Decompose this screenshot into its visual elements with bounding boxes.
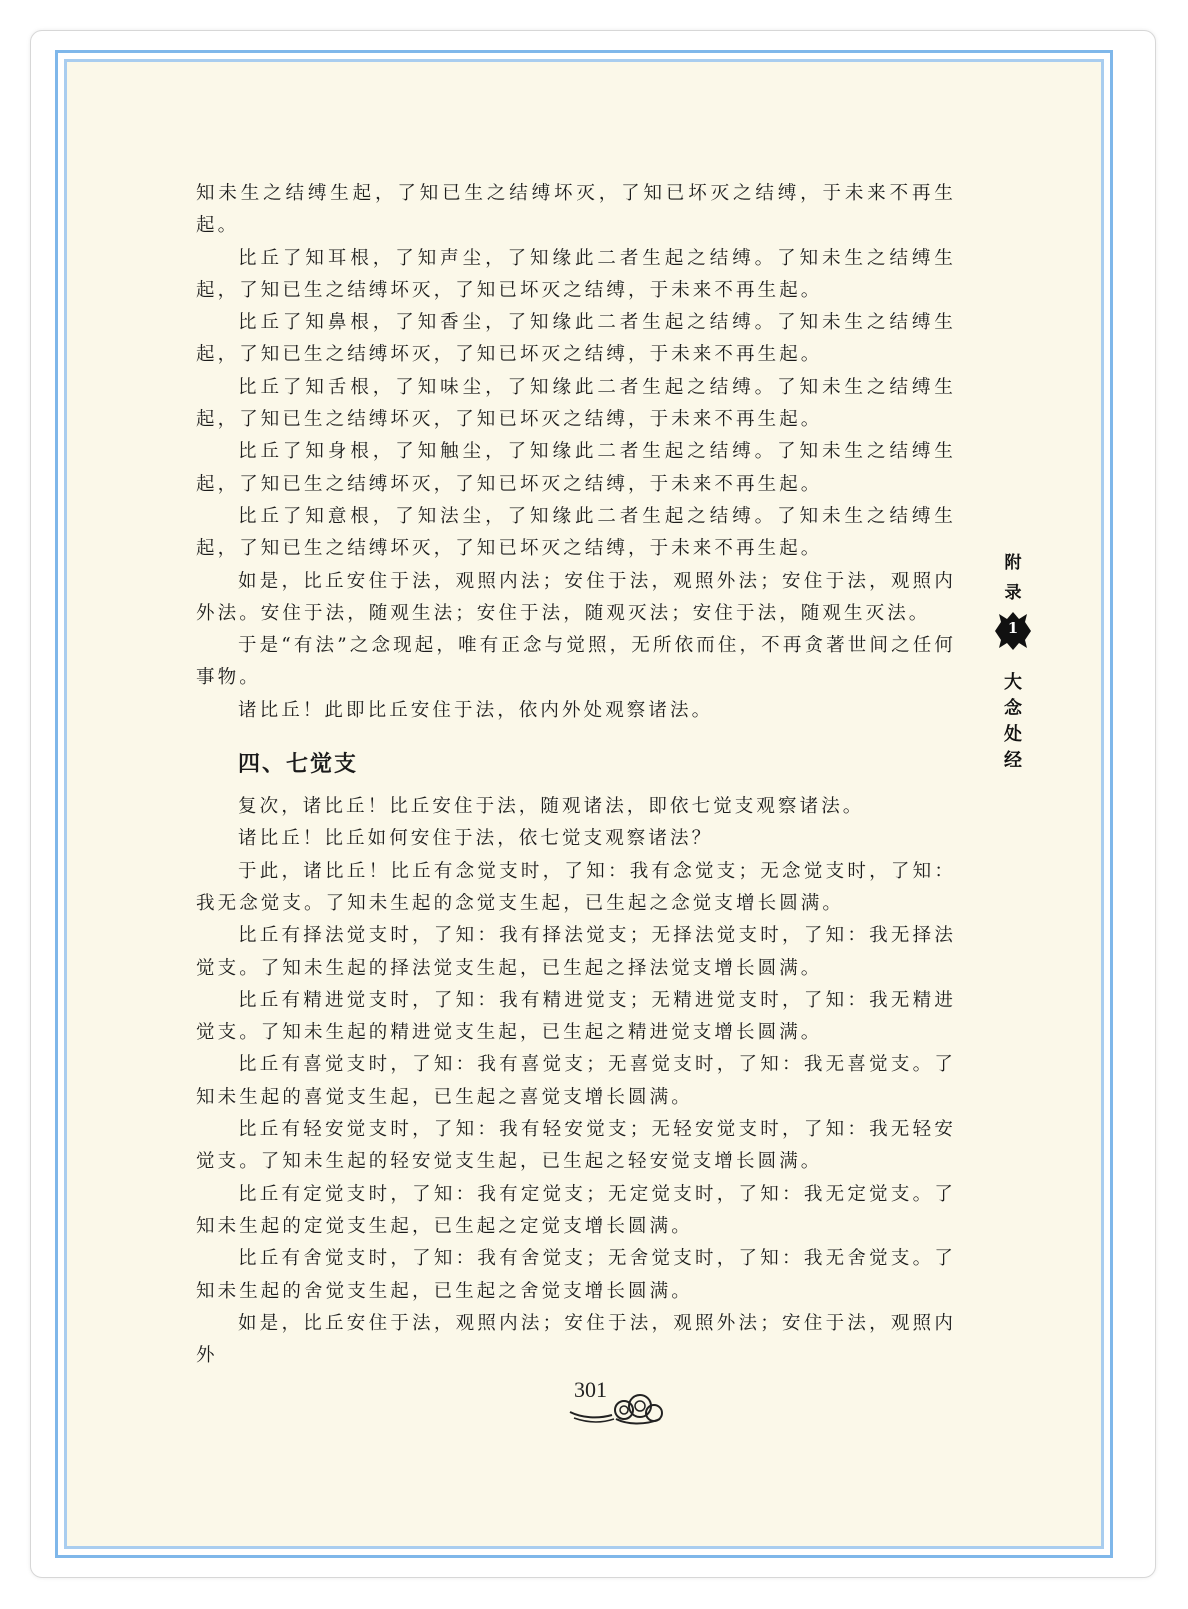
paragraph: 比丘有轻安觉支时，了知：我有轻安觉支；无轻安觉支时，了知：我无轻安觉支。了知未生起的轻安觉支生起，已生起之轻安觉支增长圆满。 [196, 1119, 956, 1173]
chapter-title-char: 念 [1004, 698, 1022, 719]
paragraph: 复次，诸比丘！比丘安住于法，随观诸法，即依七觉支观察诸法。 [238, 796, 865, 818]
paragraph: 如是，比丘安住于法，观照内法；安住于法，观照外法；安住于法，观照内外法。安住于法，随观生法；安住于法，随观灭法；安住于法，随观生灭法。 [196, 570, 956, 624]
paragraph: 比丘有择法觉支时，了知：我有择法觉支；无择法觉支时，了知：我无择法觉支。了知未生起的择法觉支生起，已生起之择法觉支增长圆满。 [196, 925, 956, 979]
chapter-badge [992, 610, 1034, 652]
paragraph: 比丘有喜觉支时，了知：我有喜觉支；无喜觉支时，了知：我无喜觉支。了知未生起的喜觉支生起，已生起之喜觉支增长圆满。 [196, 1054, 956, 1108]
side-tab-char: 录 [1004, 583, 1022, 603]
chapter-title-char: 经 [1004, 750, 1022, 771]
paragraph: 比丘了知舌根，了知味尘，了知缘此二者生起之结缚。了知未生之结缚生起，了知已生之结缚坏灭，了知已坏灭之结缚，于未来不再生起。 [196, 376, 956, 431]
paragraph: 比丘有精进觉支时，了知：我有精进觉支；无精进觉支时，了知：我无精进觉支。了知未生起的精进觉支生起，已生起之精进觉支增长圆满。 [196, 989, 956, 1044]
paragraph: 知未生之结缚生起，了知已生之结缚坏灭，了知已坏灭之结缚，于未来不再生起。 [196, 183, 956, 237]
cloud-ornament-icon [568, 1388, 664, 1428]
paragraph: 于此，诸比丘！比丘有念觉支时，了知：我有念觉支；无念觉支时，了知：我无念觉支。了知未生起的念觉支生起，已生起之念觉支增长圆满。 [196, 860, 956, 914]
paragraph: 于是“有法”之念现起，唯有正念与觉照，无所依而住，不再贪著世间之任何事物。 [196, 635, 956, 689]
paragraph: 比丘了知身根，了知触尘，了知缘此二者生起之结缚。了知未生之结缚生起，了知已生之结缚坏灭，了知已坏灭之结缚，于未来不再生起。 [196, 441, 956, 495]
paragraph: 如是，比丘安住于法，观照内法；安住于法，观照外法；安住于法，观照内外 [196, 1312, 956, 1367]
section-heading: 四、七觉支 [238, 752, 359, 778]
page-number: 301 [574, 1377, 607, 1402]
side-tab-char: 附 [1004, 553, 1022, 573]
paragraph: 诸比丘！此即比丘安住于法，依内外处观察诸法。 [238, 699, 714, 721]
paragraph: 比丘了知鼻根，了知香尘，了知缘此二者生起之结缚。了知未生之结缚生起，了知已生之结缚坏灭，了知已坏灭之结缚，于未来不再生起。 [196, 312, 956, 366]
paragraph: 比丘了知意根，了知法尘，了知缘此二者生起之结缚。了知未生之结缚生起，了知已生之结缚坏灭，了知已坏灭之结缚，于未来不再生起。 [196, 505, 956, 560]
chapter-side-tab [992, 548, 1034, 774]
paragraph: 比丘有定觉支时，了知：我有定觉支；无定觉支时，了知：我无定觉支。了知未生起的定觉支生起，已生起之定觉支增长圆满。 [196, 1183, 956, 1237]
chapter-title-char: 处 [1004, 724, 1022, 745]
chapter-title-char: 大 [1004, 672, 1022, 693]
body-text [196, 178, 956, 1372]
paragraph: 诸比丘！比丘如何安住于法，依七觉支观察诸法？ [238, 828, 714, 850]
chapter-title [992, 670, 1034, 774]
paragraph: 比丘了知耳根，了知声尘，了知缘此二者生起之结缚。了知未生之结缚生起，了知已生之结缚坏灭，了知已坏灭之结缚，于未来不再生起。 [196, 247, 956, 301]
chapter-number: 1 [1007, 619, 1019, 637]
paragraph: 比丘有舍觉支时，了知：我有舍觉支；无舍觉支时，了知：我无舍觉支。了知未生起的舍觉支生起，已生起之舍觉支增长圆满。 [196, 1248, 956, 1302]
